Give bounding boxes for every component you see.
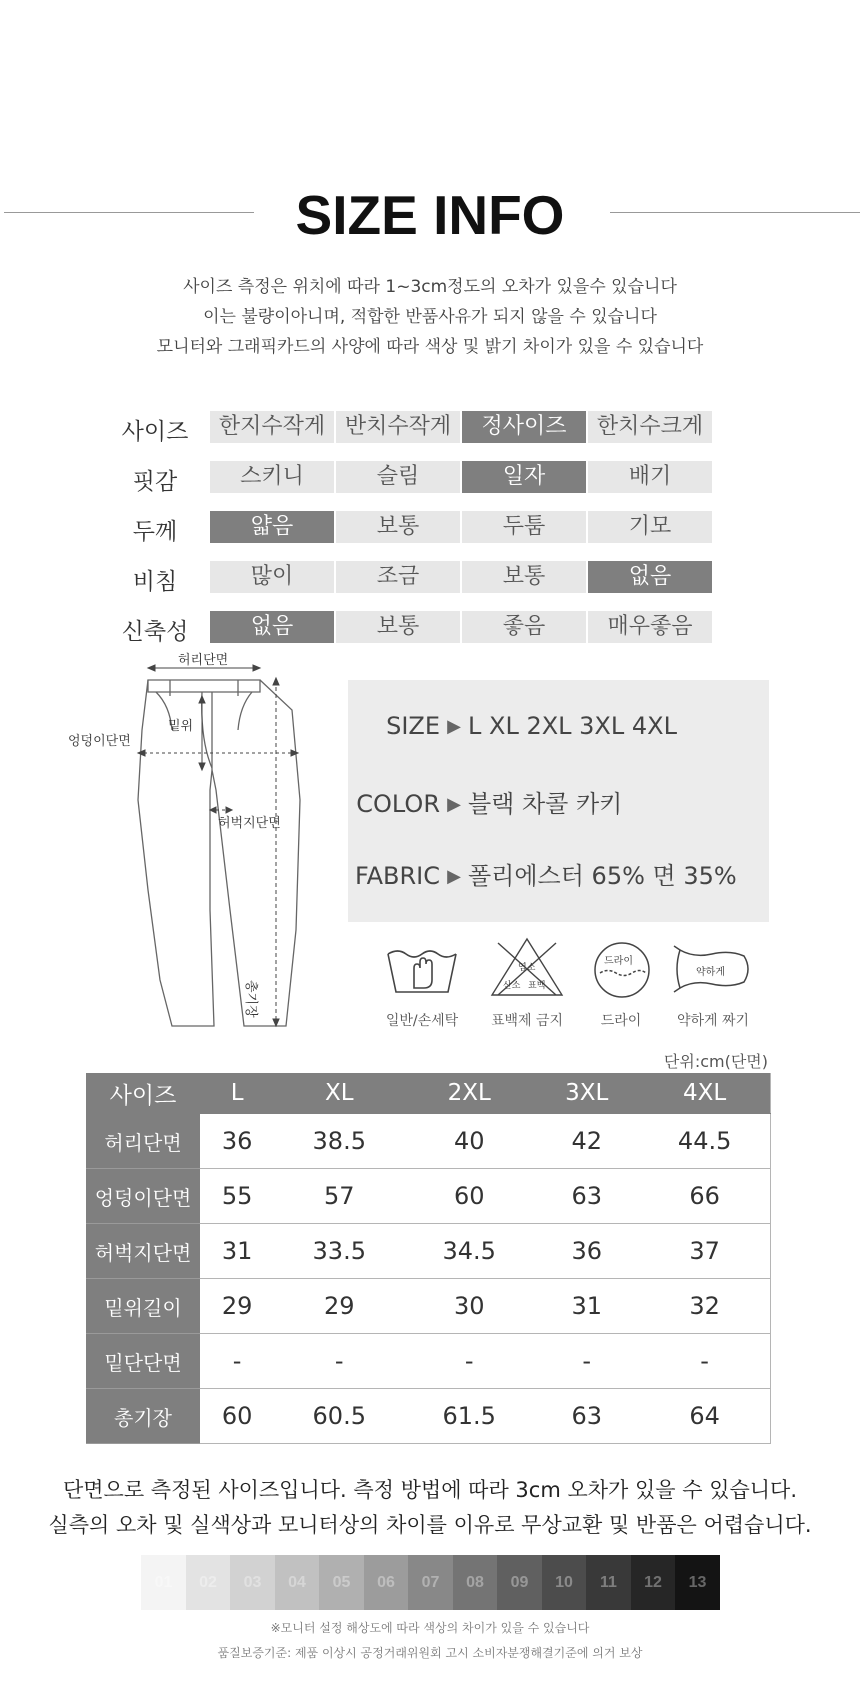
info-color-row	[348, 784, 622, 819]
table-cell: -	[639, 1334, 770, 1389]
table-row-label: 총기장	[86, 1389, 200, 1444]
attribute-option: 많이	[210, 561, 334, 593]
table-header-cell: 3XL	[534, 1073, 639, 1114]
table-row-label: 허리단면	[86, 1114, 200, 1169]
color-swatch: 02	[186, 1555, 231, 1610]
triangle-right-icon: ▶	[447, 866, 461, 887]
table-cell: 57	[274, 1169, 404, 1224]
attribute-option-selected: 정사이즈	[462, 411, 586, 443]
table-header-row	[86, 1073, 771, 1114]
bleach-icon-text-top: 염소	[518, 963, 536, 973]
table-cell: -	[200, 1334, 274, 1389]
table-cell: 36	[200, 1114, 274, 1169]
table-cell: 31	[200, 1224, 274, 1279]
color-swatch: 05	[319, 1555, 364, 1610]
page-title: SIZE INFO	[295, 184, 565, 246]
color-swatch: 03	[230, 1555, 275, 1610]
table-row-label: 엉덩이단면	[86, 1169, 200, 1224]
notice-line-1: 사이즈 측정은 위치에 따라 1~3cm정도의 오차가 있을수 있습니다	[183, 277, 677, 297]
table-cell: 64	[639, 1389, 770, 1444]
color-swatch: 04	[275, 1555, 320, 1610]
attribute-option-selected: 얇음	[210, 511, 334, 543]
attribute-option: 좋음	[462, 611, 586, 643]
attribute-option: 매우좋음	[588, 611, 712, 643]
table-cell: 31	[534, 1279, 639, 1334]
attribute-option: 한치수크게	[588, 411, 712, 443]
table-header-cell: L	[200, 1073, 274, 1114]
table-cell: 40	[404, 1114, 534, 1169]
info-size-key: SIZE	[386, 712, 440, 740]
color-swatch: 10	[542, 1555, 587, 1610]
table-cell: 60.5	[274, 1389, 404, 1444]
bleach-icon-text-left: 산소	[503, 981, 521, 991]
table-header-cell: 사이즈	[86, 1073, 200, 1114]
attribute-option: 배기	[588, 461, 712, 493]
bleach-icon-text-right: 표백	[528, 981, 546, 991]
care-label-dry: 드라이	[600, 1013, 642, 1029]
info-size-value: L XL 2XL 3XL 4XL	[468, 712, 677, 740]
table-row	[86, 1389, 771, 1444]
color-swatch: 09	[497, 1555, 542, 1610]
table-header-cell: 4XL	[639, 1073, 770, 1114]
attribute-option: 반치수작게	[336, 411, 460, 443]
wring-icon-text: 약하게	[696, 967, 725, 978]
attribute-option: 조금	[336, 561, 460, 593]
triangle-right-icon: ▶	[447, 716, 461, 737]
table-cell: 63	[534, 1169, 639, 1224]
size-table	[86, 1073, 771, 1444]
footer-note-2: 실측의 오차 및 실색상과 모니터상의 차이를 이유로 무상교환 및 반품은 어렵습니다.	[48, 1513, 812, 1537]
table-cell: 34.5	[404, 1224, 534, 1279]
table-cell: 63	[534, 1389, 639, 1444]
attribute-option: 한지수작게	[210, 411, 334, 443]
attribute-option-selected: 없음	[588, 561, 712, 593]
color-swatch: 06	[364, 1555, 409, 1610]
table-cell: 66	[639, 1169, 770, 1224]
attribute-label: 사이즈	[121, 419, 189, 445]
table-row	[86, 1279, 771, 1334]
attribute-option: 보통	[462, 561, 586, 593]
attribute-option: 두툼	[462, 511, 586, 543]
color-swatch: 12	[631, 1555, 676, 1610]
table-cell: 30	[404, 1279, 534, 1334]
table-row	[86, 1169, 771, 1224]
color-swatch: 13	[675, 1555, 720, 1610]
product-info-box	[348, 680, 769, 922]
care-label-bleach: 표백제 금지	[490, 1013, 564, 1029]
notice-line-3: 모니터와 그래픽카드의 사양에 따라 색상 및 밝기 차이가 있을 수 있습니다	[156, 337, 704, 357]
care-label-wash: 일반/손세탁	[385, 1013, 459, 1029]
footer-note-1: 단면으로 측정된 사이즈입니다. 측정 방법에 따라 3cm 오차가 있을 수 있습니다.	[62, 1478, 798, 1502]
attribute-option-selected: 없음	[210, 611, 334, 643]
diagram-label-length: 총기장	[243, 980, 258, 1018]
attribute-option: 보통	[336, 611, 460, 643]
table-cell: 60	[200, 1389, 274, 1444]
info-size-row	[348, 712, 677, 740]
table-row	[86, 1334, 771, 1389]
color-swatch: 08	[453, 1555, 498, 1610]
quality-note: 품질보증기준: 제품 이상시 공정거래위원회 고시 소비자분쟁해결기준에 의거 보상	[217, 1646, 643, 1660]
pants-diagram	[60, 650, 320, 1040]
attribute-option: 기모	[588, 511, 712, 543]
color-swatch: 07	[408, 1555, 453, 1610]
info-color-value: 블랙 차콜 카키	[468, 790, 623, 818]
table-cell: 42	[534, 1114, 639, 1169]
table-cell: 38.5	[274, 1114, 404, 1169]
table-cell: -	[274, 1334, 404, 1389]
table-cell: 32	[639, 1279, 770, 1334]
table-cell: -	[404, 1334, 534, 1389]
table-row	[86, 1114, 771, 1169]
table-header-cell: XL	[274, 1073, 404, 1114]
triangle-right-icon: ▶	[447, 794, 461, 815]
attribute-label: 신축성	[121, 619, 189, 645]
table-cell: 60	[404, 1169, 534, 1224]
table-cell: 29	[200, 1279, 274, 1334]
table-cell: 44.5	[639, 1114, 770, 1169]
attribute-option: 슬림	[336, 461, 460, 493]
table-cell: 37	[639, 1224, 770, 1279]
info-color-key: COLOR	[356, 790, 440, 818]
monitor-note: ※모니터 설정 해상도에 따라 색상의 차이가 있을 수 있습니다	[270, 1621, 590, 1635]
attribute-option: 스키니	[210, 461, 334, 493]
info-fabric-key: FABRIC	[355, 862, 440, 890]
dry-icon-text: 드라이	[604, 956, 633, 967]
table-row-label: 허벅지단면	[86, 1224, 200, 1279]
unit-label: 단위:cm(단면)	[663, 1052, 768, 1071]
diagram-label-thigh: 허벅지단면	[218, 816, 281, 831]
table-row-label: 밑단단면	[86, 1334, 200, 1389]
table-cell: 29	[274, 1279, 404, 1334]
diagram-label-hip: 엉덩이단면	[68, 734, 131, 749]
table-row-label: 밑위길이	[86, 1279, 200, 1334]
table-row	[86, 1224, 771, 1279]
color-swatch: 01	[141, 1555, 186, 1610]
dry-clean-icon	[592, 940, 652, 1000]
care-label-wring: 약하게 짜기	[676, 1013, 750, 1029]
table-cell: 61.5	[404, 1389, 534, 1444]
info-fabric-row	[348, 856, 737, 891]
diagram-label-rise: 밑위	[168, 719, 194, 734]
table-header-cell: 2XL	[404, 1073, 534, 1114]
table-cell: 55	[200, 1169, 274, 1224]
table-cell: 36	[534, 1224, 639, 1279]
notice-line-2: 이는 불량이아니며, 적합한 반품사유가 되지 않을 수 있습니다	[203, 307, 657, 327]
attribute-option: 보통	[336, 511, 460, 543]
diagram-label-waist: 허리단면	[178, 653, 229, 668]
table-cell: 33.5	[274, 1224, 404, 1279]
size-table-body	[86, 1114, 771, 1444]
table-cell: -	[534, 1334, 639, 1389]
attribute-label: 두께	[132, 519, 178, 545]
color-swatch: 11	[586, 1555, 631, 1610]
attribute-label: 비침	[132, 569, 178, 595]
attribute-option-selected: 일자	[462, 461, 586, 493]
info-fabric-value: 폴리에스터 65% 면 35%	[468, 862, 737, 890]
attribute-label: 핏감	[132, 469, 178, 495]
hand-wash-icon	[384, 942, 460, 998]
